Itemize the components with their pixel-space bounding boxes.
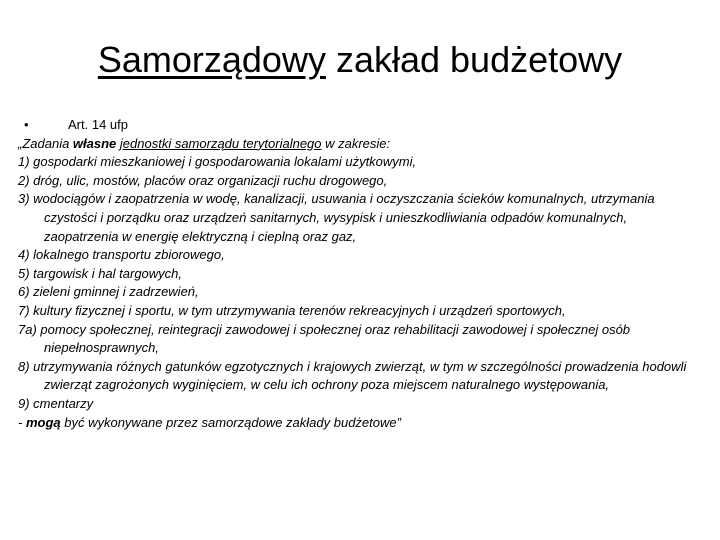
- slide-body: [18, 116, 698, 432]
- list-item: 6) zieleni gminnej i zadrzewień,: [18, 284, 199, 300]
- intro-underlined: jednostki samorządu terytorialnego: [119, 135, 322, 151]
- heading-line: [18, 116, 698, 135]
- title-rest: zakład budżetowy: [325, 39, 623, 80]
- list-item: 4) lokalnego transportu zbiorowego,: [18, 247, 225, 263]
- closing-bold: mogą: [25, 414, 61, 430]
- slide-title: [0, 38, 720, 82]
- closing-rest: być wykonywane przez samorządowe zakłady budżetowe”: [60, 414, 401, 430]
- list-item: 1) gospodarki mieszkaniowej i gospodarowania lokalami użytkowymi,: [18, 154, 417, 170]
- intro-bold: własne: [72, 135, 117, 151]
- closing-dash: -: [18, 414, 26, 430]
- list-item: 8) utrzymywania różnych gatunków egzotycznych i krajowych zwierząt, w tym w szczególności prowadzenia hodowli zwierząt zagrożonych wyginięciem, w celu ich ochrony poza miejscem naturalnego występowania,: [18, 358, 687, 393]
- list-item: 9) cmentarzy: [18, 395, 94, 411]
- list-item: 5) targowisk i hal targowych,: [18, 265, 183, 281]
- list-item: 2) dróg, ulic, mostów, placów oraz organizacji ruchu drogowego,: [18, 172, 388, 188]
- intro-open: „Zadania: [18, 135, 73, 151]
- list-item: 7) kultury fizycznej i sportu, w tym utrzymywania terenów rekreacyjnych i urządzeń sportowych,: [18, 302, 566, 318]
- intro-line: [18, 135, 698, 154]
- heading-text: Art. 14 ufp: [68, 117, 128, 132]
- list-item: 7a) pomocy społecznej, reintegracji zawodowej i społecznej oraz rehabilitacji zawodowej i społecznej osób niepełnosprawnych,: [18, 321, 631, 356]
- list-item: 3) wodociągów i zaopatrzenia w wodę, kanalizacji, usuwania i oczyszczania ścieków komunalnych, utrzymania czystości i porządku oraz urządzeń sanitarnych, wysypisk i unieszkodliwiania odpadów komunalnych, zaopatrzenia w energię elektryczną i cieplną oraz gaz,: [18, 191, 655, 244]
- closing-line: [18, 414, 698, 433]
- title-underlined-word: Samorządowy: [97, 39, 326, 80]
- bullet-icon: •: [24, 117, 29, 132]
- intro-end: w zakresie:: [321, 135, 391, 151]
